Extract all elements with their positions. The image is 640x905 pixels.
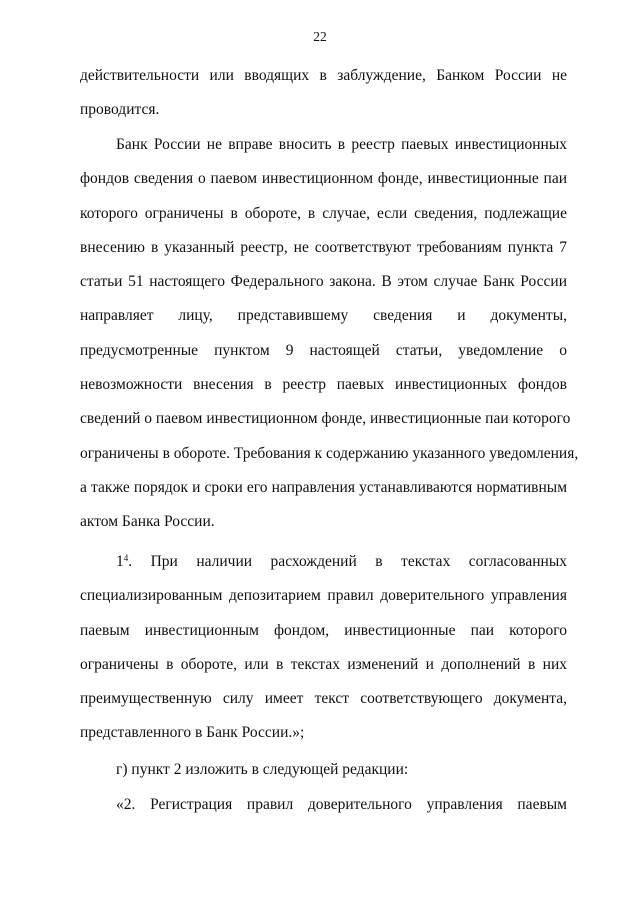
text-line: представленного в Банк России.»; [80,724,305,742]
text-line: а также порядок и сроки его направления устанавливаются нормативным [80,478,567,496]
text-line: фондов сведения о паевом инвестиционном фонде, инвестиционные паи [80,170,567,188]
text-line: статьи 51 настоящего Федерального закона. В этом случае Банк России [80,273,567,291]
text-line: проводится. [80,101,160,119]
item-superscript: 4 [123,553,129,563]
text-line: паевым инвестиционным фондом, инвестиционные паи которого [80,621,567,639]
text-line: преимущественную силу имеет текст соответствующего документа, [80,690,567,708]
item-number: 1 [116,553,124,570]
item-first-line: . При наличии расхождений в текстах согласованных [128,553,567,570]
paragraph-register [80,128,579,540]
text-line: актом Банка России. [80,513,215,531]
paragraph-point-2 [80,788,567,822]
text-line: которого ограничены в обороте, в случае, если сведения, подлежащие [80,204,567,222]
text-line: ограничены в обороте, или в текстах изменений и дополнений в них [80,655,567,673]
text-line [80,545,567,579]
paragraph-item-1-4 [80,545,567,751]
text-line: «2. Регистрация правил доверительного управления паевым [116,796,567,813]
text-line: специализированным депозитарием правил доверительного управления [80,587,567,605]
text-line: ограничены в обороте. Требования к содержанию указанного уведомления, [80,444,579,462]
paragraph-amendment [80,753,567,787]
text-line: действительности или вводящих в заблуждение, Банком России не [80,67,567,84]
page-number: 22 [313,29,327,44]
text-line: невозможности внесения в реестр паевых инвестиционных фондов [80,376,567,394]
text-line: сведений о паевом инвестиционном фонде, инвестиционные паи которого [80,410,571,428]
text-line: Банк России не вправе вносить в реестр паевых инвестиционных [116,136,567,153]
text-line: предусмотренные пунктом 9 настоящей статьи, уведомление о [80,341,567,359]
paragraph-continuation [80,59,567,128]
text-line: г) пункт 2 изложить в следующей редакции: [116,761,409,778]
text-line: направляет лицу, представившему сведения и документы, [80,307,567,325]
text-line: внесению в указанный реестр, не соответствуют требованиям пункта 7 [80,238,567,256]
